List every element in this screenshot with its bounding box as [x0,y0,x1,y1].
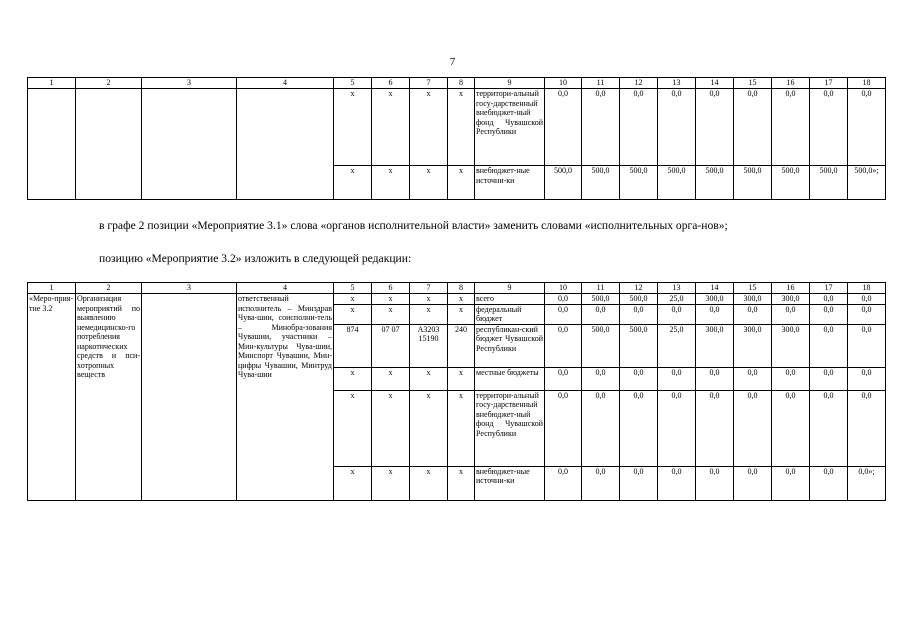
col-header: 18 [848,283,886,294]
cell-value: 0,0 [848,367,886,390]
cell-target: х [410,466,448,500]
col-header: 5 [334,78,372,89]
cell-section: 07 07 [372,324,410,367]
col-header: 17 [810,78,848,89]
cell-value: 0,0 [810,390,848,466]
empty-cell [28,89,76,200]
cell-value: 0,0 [582,304,620,324]
cell-value: 0,0 [582,466,620,500]
cell-value: 0,0 [620,89,658,166]
cell-value: 0,0 [696,390,734,466]
budget-table-continuation [27,77,886,200]
event-name-cell: Организация мероприятий по выявлению немедицинско-го потребления наркотических средств и пси-хотропных веществ [76,294,142,501]
cell-value: 0,0 [734,466,772,500]
col-header: 17 [810,283,848,294]
col-header: 1 [28,78,76,89]
cell-value: 0,0 [810,367,848,390]
cell-value: 0,0 [810,89,848,166]
page-number: 7 [449,56,456,68]
col-header: 10 [545,78,582,89]
cell-source: республикан-ский бюджет Чувашской Республики [475,324,545,367]
cell-value: 0,0 [545,367,582,390]
col-header: 16 [772,283,810,294]
cell-value: 500,0 [545,166,582,200]
cell-value: 25,0 [658,324,696,367]
cell-grbs: х [334,367,372,390]
col-header: 1 [28,283,76,294]
cell-value: 0,0 [545,466,582,500]
cell-value: 500,0 [620,294,658,305]
cell-section: х [372,466,410,500]
column-number-row [28,283,886,294]
col-header: 11 [582,283,620,294]
cell-value: 0,0 [658,466,696,500]
cell-value: 0,0 [810,304,848,324]
cell-value: 500,0 [582,294,620,305]
cell-value: 500,0 [620,324,658,367]
cell-expense-type: х [448,466,475,500]
cell-value: 0,0 [582,390,620,466]
cell-section: х [372,390,410,466]
col-header: 5 [334,283,372,294]
cell-value: 500,0 [620,166,658,200]
cell-value: 0,0 [545,324,582,367]
cell-value: 300,0 [696,324,734,367]
cell-grbs: х [334,466,372,500]
cell-value: 0,0 [545,89,582,166]
cell-value: 0,0 [658,367,696,390]
col-header: 9 [475,78,545,89]
cell-value: 0,0 [734,367,772,390]
cell-target: х [410,390,448,466]
cell-value: 0,0 [545,390,582,466]
col-header: 16 [772,78,810,89]
cell-value: 500,0 [582,324,620,367]
cell-value: 300,0 [772,324,810,367]
cell-expense-type: 240 [448,324,475,367]
cell-value: 500,0 [696,166,734,200]
cell-value: 0,0 [658,89,696,166]
cell-value: 500,0 [734,166,772,200]
cell-target: х [410,304,448,324]
empty-cell [237,89,334,200]
executors-cell: ответственный исполнитель – Минздрав Чува-шии, соисполни-тель – Минобра-зования Чувашии, участники – Мин-культуры Чува-шии, Минспорт Чувашии, Мин-цифры Чувашии, Минтруд Чува-шии [237,294,334,501]
empty-cell [142,294,237,501]
cell-source: территори-альный госу-дарственный внебюджет-ный фонд Чувашской Республики [475,89,545,166]
budget-table-event-3-2 [27,282,886,501]
cell-section: х [372,294,410,305]
cell-value: 0,0 [772,89,810,166]
cell-target: х [410,166,448,200]
cell-value: 0,0 [696,367,734,390]
cell-target: х [410,367,448,390]
col-header: 12 [620,283,658,294]
cell-value: 0,0 [582,367,620,390]
cell-value: 0,0 [545,304,582,324]
cell-target: х [410,89,448,166]
cell-source: внебюджет-ные источни-ки [475,166,545,200]
empty-cell [76,89,142,200]
cell-value: 0,0 [696,466,734,500]
col-header: 4 [237,78,334,89]
cell-value: 0,0 [620,390,658,466]
col-header: 8 [448,78,475,89]
cell-value: 0,0 [582,89,620,166]
cell-expense-type: х [448,367,475,390]
cell-value: 0,0 [810,466,848,500]
cell-value: 0,0 [734,390,772,466]
col-header: 7 [410,78,448,89]
cell-value: 300,0 [734,294,772,305]
cell-value: 0,0»; [848,466,886,500]
cell-value: 300,0 [696,294,734,305]
amendment-paragraph-1: в графе 2 позиции «Мероприятие 3.1» слова «органов исполнительной власти» заменить словами «исполнительных орга-нов»; [99,219,728,232]
cell-source: всего [475,294,545,305]
column-number-row [28,78,886,89]
cell-value: 300,0 [734,324,772,367]
cell-target: А3203 15190 [410,324,448,367]
cell-source: внебюджет-ные источни-ки [475,466,545,500]
cell-grbs: х [334,294,372,305]
col-header: 8 [448,283,475,294]
cell-expense-type: х [448,390,475,466]
cell-expense-type: х [448,294,475,305]
cell-value: 0,0 [848,89,886,166]
cell-value: 0,0 [734,89,772,166]
col-header: 13 [658,283,696,294]
cell-value: 0,0 [734,304,772,324]
cell-value: 0,0 [696,89,734,166]
cell-value: 500,0 [582,166,620,200]
col-header: 14 [696,78,734,89]
col-header: 6 [372,283,410,294]
cell-value: 500,0 [810,166,848,200]
cell-value: 0,0 [696,304,734,324]
col-header: 15 [734,78,772,89]
cell-value: 0,0 [620,466,658,500]
col-header: 10 [545,283,582,294]
cell-grbs: х [334,304,372,324]
col-header: 12 [620,78,658,89]
col-header: 2 [76,283,142,294]
table-row [28,89,886,166]
cell-value: 0,0 [810,294,848,305]
cell-value: 500,0»; [848,166,886,200]
cell-target: х [410,294,448,305]
col-header: 11 [582,78,620,89]
cell-value: 0,0 [848,304,886,324]
amendment-paragraph-2: позицию «Мероприятие 3.2» изложить в следующей редакции: [99,252,412,265]
cell-source: местные бюджеты [475,367,545,390]
cell-section: х [372,304,410,324]
cell-section: х [372,367,410,390]
cell-value: 0,0 [620,367,658,390]
cell-value: 0,0 [848,324,886,367]
event-number-cell: «Меро-прия-тие 3.2 [28,294,76,501]
cell-source: территори-альный госу-дарственный внебюджет-ный фонд Чувашской Республики [475,390,545,466]
cell-value: 0,0 [772,466,810,500]
cell-grbs: х [334,166,372,200]
cell-value: 0,0 [658,390,696,466]
col-header: 6 [372,78,410,89]
cell-grbs: х [334,89,372,166]
cell-expense-type: х [448,166,475,200]
col-header: 2 [76,78,142,89]
table-row [28,294,886,305]
cell-value: 0,0 [658,304,696,324]
cell-value: 0,0 [772,304,810,324]
col-header: 9 [475,283,545,294]
col-header: 3 [142,78,237,89]
cell-grbs: х [334,390,372,466]
cell-expense-type: х [448,89,475,166]
cell-value: 500,0 [772,166,810,200]
cell-value: 25,0 [658,294,696,305]
col-header: 3 [142,283,237,294]
cell-value: 0,0 [545,294,582,305]
cell-grbs: 874 [334,324,372,367]
cell-value: 500,0 [658,166,696,200]
cell-value: 0,0 [848,294,886,305]
cell-value: 0,0 [772,367,810,390]
col-header: 7 [410,283,448,294]
cell-value: 0,0 [848,390,886,466]
col-header: 15 [734,283,772,294]
empty-cell [142,89,237,200]
cell-value: 0,0 [810,324,848,367]
cell-section: х [372,166,410,200]
col-header: 14 [696,283,734,294]
cell-value: 300,0 [772,294,810,305]
col-header: 4 [237,283,334,294]
cell-value: 0,0 [772,390,810,466]
cell-section: х [372,89,410,166]
col-header: 13 [658,78,696,89]
col-header: 18 [848,78,886,89]
cell-value: 0,0 [620,304,658,324]
cell-expense-type: х [448,304,475,324]
cell-source: федеральный бюджет [475,304,545,324]
